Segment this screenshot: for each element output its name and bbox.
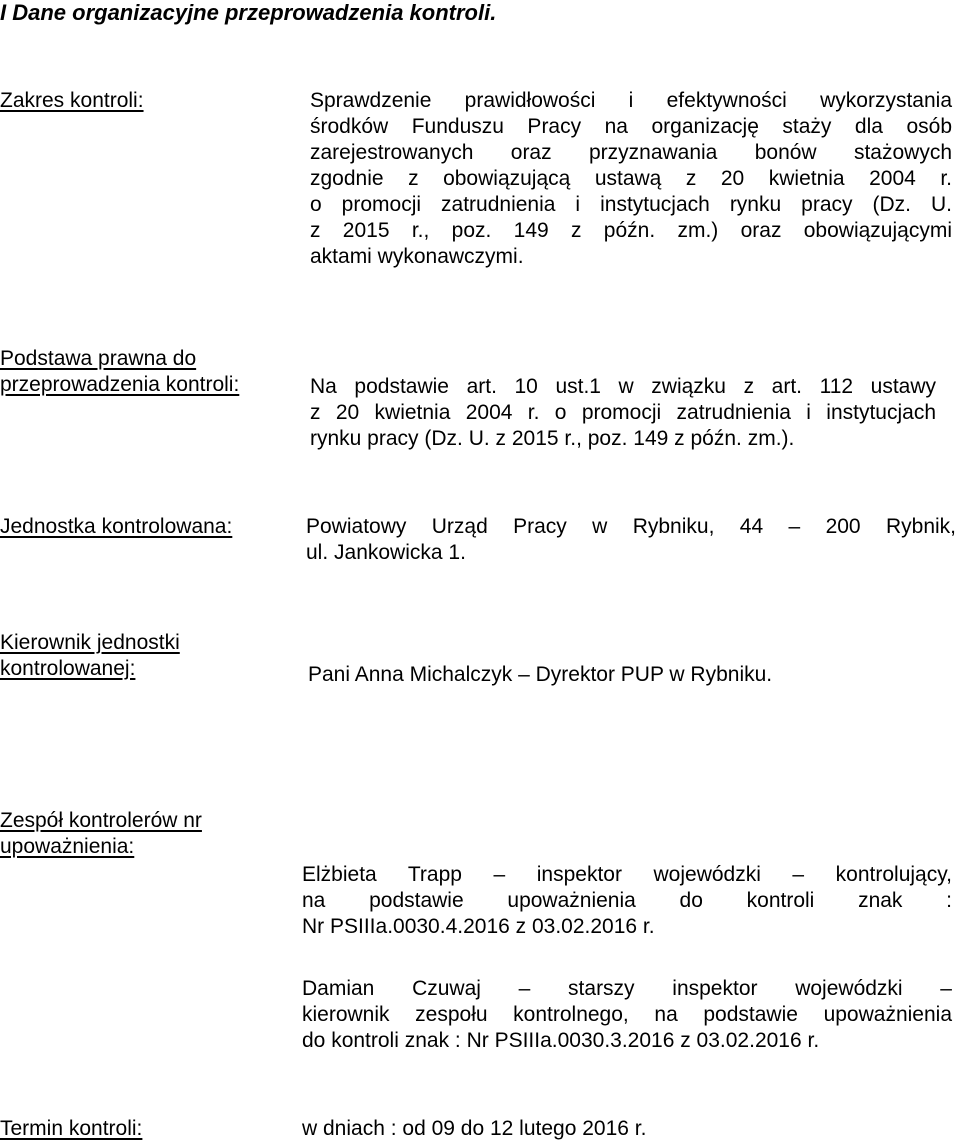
team-label-line: upoważnienia: bbox=[0, 835, 135, 858]
legal-basis-line: Na podstawie art. 10 ust.1 w związku z art. 112 ustawy bbox=[310, 375, 936, 398]
scope-line: o promocji zatrudnienia i instytucjach rynku pracy (Dz. U. bbox=[310, 193, 952, 216]
team-member-line: Nr PSIIIa.0030.4.2016 z 03.02.2016 r. bbox=[302, 915, 655, 938]
legal-basis-value bbox=[310, 374, 936, 452]
team-member-line: Damian Czuwaj – starszy inspektor wojewódzki – bbox=[302, 977, 952, 1000]
unit-head-label-line: kontrolowanej: bbox=[0, 657, 136, 680]
legal-basis-label-line: przeprowadzenia kontroli: bbox=[0, 373, 240, 396]
audited-unit-value bbox=[306, 514, 956, 566]
team-member-1 bbox=[302, 862, 952, 940]
team-member-line: Elżbieta Trapp – inspektor wojewódzki – kontrolujący, bbox=[302, 863, 952, 886]
scope-line: zgodnie z obowiązującą ustawą z 20 kwietnia 2004 r. bbox=[310, 167, 952, 190]
unit-head-value: Pani Anna Michalczyk – Dyrektor PUP w Rybniku. bbox=[308, 663, 773, 686]
scope-value bbox=[310, 88, 952, 270]
section-heading: I Dane organizacyjne przeprowadzenia kontroli. bbox=[0, 0, 497, 25]
unit-head-label-line: Kierownik jednostki bbox=[0, 631, 180, 654]
team-member-line: do kontroli znak : Nr PSIIIa.0030.3.2016 z 03.02.2016 r. bbox=[302, 1029, 820, 1052]
scope-line: aktami wykonawczymi. bbox=[310, 245, 524, 268]
scope-line: z 2015 r., poz. 149 z późn. zm.) oraz obowiązującymi bbox=[310, 219, 952, 242]
audit-date-value: w dniach : od 09 do 12 lutego 2016 r. bbox=[302, 1117, 647, 1140]
team-member-line: na podstawie upoważnienia do kontroli znak : bbox=[302, 889, 952, 912]
audited-unit-line: Powiatowy Urząd Pracy w Rybniku, 44 – 200 Rybnik, bbox=[306, 515, 956, 538]
team-member-line: kierownik zespołu kontrolnego, na podstawie upoważnienia bbox=[302, 1003, 952, 1026]
team-label-line: Zespół kontrolerów nr bbox=[0, 809, 202, 832]
legal-basis-line: z 20 kwietnia 2004 r. o promocji zatrudnienia i instytucjach bbox=[310, 401, 936, 424]
audited-unit-label: Jednostka kontrolowana: bbox=[0, 515, 233, 538]
unit-head-label bbox=[0, 630, 180, 682]
team-member-2 bbox=[302, 976, 952, 1054]
legal-basis-label-line: Podstawa prawna do bbox=[0, 347, 197, 370]
scope-line: środków Funduszu Pracy na organizację staży dla osób bbox=[310, 115, 952, 138]
legal-basis-line: rynku pracy (Dz. U. z 2015 r., poz. 149 z późn. zm.). bbox=[310, 427, 795, 450]
scope-line: zarejestrowanych oraz przyznawania bonów stażowych bbox=[310, 141, 952, 164]
legal-basis-label bbox=[0, 346, 239, 398]
team-label bbox=[0, 808, 202, 860]
audited-unit-line: ul. Jankowicka 1. bbox=[306, 541, 466, 564]
scope-label: Zakres kontroli: bbox=[0, 89, 144, 112]
audit-date-label: Termin kontroli: bbox=[0, 1117, 143, 1140]
scope-line: Sprawdzenie prawidłowości i efektywności wykorzystania bbox=[310, 89, 952, 112]
